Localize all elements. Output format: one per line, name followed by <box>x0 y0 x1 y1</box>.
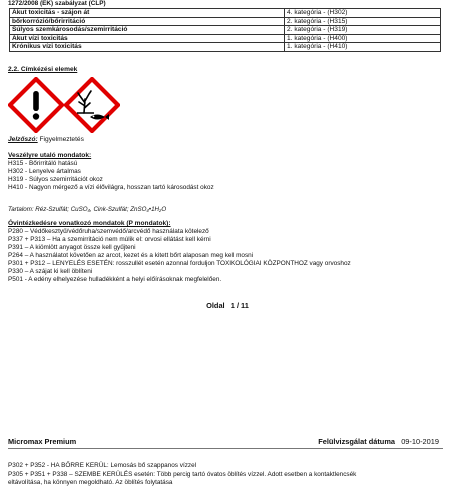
section-title: 2.2. Címkézési elemek <box>8 66 78 73</box>
hazard-class: Akut vízi toxicitás <box>10 34 285 43</box>
precaution-statement: P264 – A használatot követően az arcot, kezet és a kitett bőrt alaposan meg kell mosni <box>8 252 254 259</box>
hazard-class: Krónikus vízi toxicitás <box>10 43 285 52</box>
hazard-class: Súlyos szemkárosodás/szemirritáció <box>10 26 285 35</box>
precaution-statement: eltávolítása, ha könnyen megoldható. Az öblítés folytatása <box>8 479 173 486</box>
hazard-statement: H319 - Súlyos szemirritációt okoz <box>8 176 103 183</box>
hazard-statements-title: Veszélyre utaló mondatok: <box>8 152 92 159</box>
hazard-category: 2. kategória - (H315) <box>285 17 441 26</box>
review-date-block <box>318 437 439 446</box>
precaution-statement: P391 – A kiömlött anyagot össze kell gyűjteni <box>8 244 136 251</box>
precaution-statement: P330 – A szájat ki kell öblíteni <box>8 268 93 275</box>
regulation-heading: 1272/2008 (EK) szabályzat (CLP) <box>8 0 106 7</box>
precaution-statement: P301 + P312 – LENYELÉS ESETÉN: rosszullét esetén azonnal forduljon TOXIKOLÓGIAI KÖZPONTHOZ vagy orvoshoz <box>8 260 351 267</box>
table-row <box>10 17 441 26</box>
review-date-label: Felülvizsgálat dátuma <box>318 437 396 446</box>
hazard-statement: H315 - Bőrirritáló hatású <box>8 160 78 167</box>
classification-table <box>9 8 441 52</box>
table-row <box>10 34 441 43</box>
ingredients-line: Tartalom: Réz-Szulfát; CuSO₄, Cink-Szulfát; ZnSO₄•1H₂O <box>8 206 167 213</box>
environment-hazard-icon <box>64 77 120 133</box>
page-indicator <box>0 301 455 310</box>
signal-word <box>8 136 84 143</box>
header-rule <box>8 448 443 449</box>
precaution-statement: P302 + P352 - HA BŐRRE KERÜL: Lemosás bő szappanos vízzel <box>8 462 197 469</box>
table-row <box>10 26 441 35</box>
page-number: 1 / 11 <box>230 301 249 310</box>
table-row <box>10 43 441 52</box>
precaution-statement: P280 – Védőkesztyű/védőruha/szemvédő/arcvédő használata kötelező <box>8 228 209 235</box>
page-label: Oldal <box>206 301 225 310</box>
hazard-category: 4. kategória - (H302) <box>285 9 441 18</box>
hazard-class: bőrkorrózió/bőrirritáció <box>10 17 285 26</box>
hazard-statement: H410 - Nagyon mérgező a vízi élővilágra, hosszan tartó károsodást okoz <box>8 184 214 191</box>
hazard-class: Akut toxicitás - szájon át <box>10 9 285 18</box>
hazard-category: 1. kategória - (H400) <box>285 34 441 43</box>
signal-word-label: Jelzőszó: <box>8 136 38 143</box>
review-date: 09-10-2019 <box>401 437 439 446</box>
precaution-statement: P337 + P313 – Ha a szemirritáció nem múlik el: orvosi ellátást kell kérni <box>8 236 211 243</box>
hazard-category: 1. kategória - (H410) <box>285 43 441 52</box>
hazard-category: 2. kategória - (H319) <box>285 26 441 35</box>
precaution-statement: P501 - A edény elhelyezése hulladékként a helyi előírásoknak megfelelően. <box>8 276 222 283</box>
exclamation-mark-icon <box>8 77 64 133</box>
hazard-statement: H302 - Lenyelve ártalmas <box>8 168 81 175</box>
signal-word-value: Figyelmeztetés <box>39 136 84 143</box>
table-row <box>10 9 441 18</box>
precaution-statements-title: Óvintézkedésre vonatkozó mondatok (P mondatok): <box>8 220 171 227</box>
precaution-statement: P305 + P351 + P338 – SZEMBE KERÜLÉS esetén: Több percig tartó óvatos öblítés vízzel. Adott esetben a kontaktlencsék <box>8 471 357 478</box>
product-name: Micromax Premium <box>8 437 77 446</box>
